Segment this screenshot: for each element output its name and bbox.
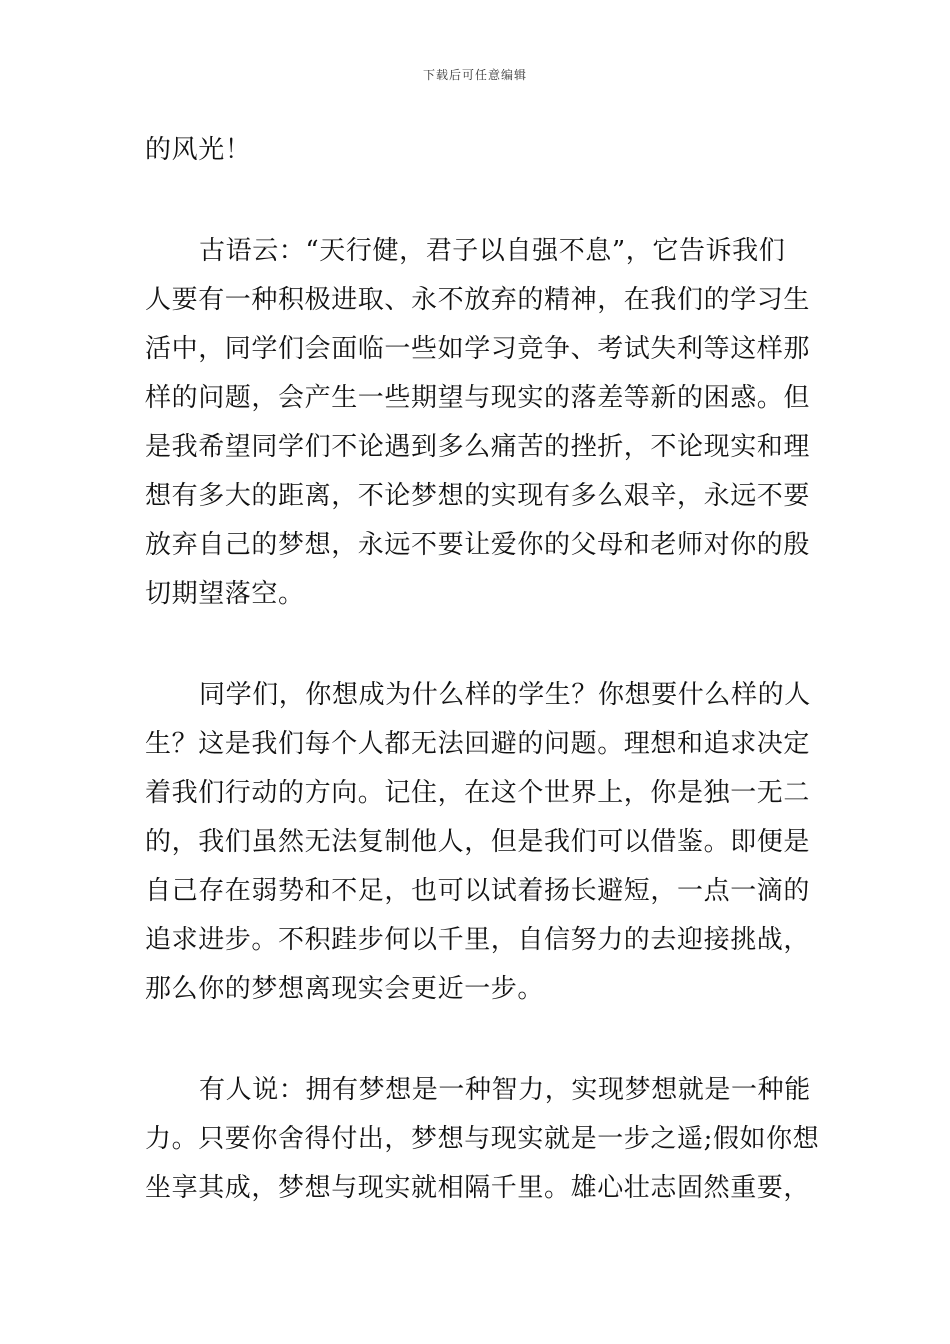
- text-line: 坐享其成，梦想与现实就相隔千里。雄心壮志固然重要，: [145, 1173, 811, 1203]
- text-line: 样的问题，会产生一些期望与现实的落差等新的困惑。但: [145, 383, 811, 413]
- paragraph-gap: [145, 1014, 807, 1066]
- paragraph-perseverance: [145, 227, 811, 619]
- text-line: 力。只要你舍得付出，梦想与现实就是一步之遥;假如你想: [145, 1124, 820, 1154]
- paragraph-continuation: [145, 126, 807, 175]
- text-line: 古语云：“天行健，君子以自强不息”，它告诉我们: [199, 236, 786, 266]
- text-line: 同学们，你想成为什么样的学生？你想要什么样的人: [199, 680, 811, 710]
- text-line: 追求进步。不积跬步何以千里，自信努力的去迎接挑战，: [145, 925, 811, 955]
- text-line: 切期望落空。: [145, 579, 305, 609]
- document-body: [145, 126, 820, 1213]
- text-line: 想有多大的距离，不论梦想的实现有多么艰辛，永远不要: [145, 481, 811, 511]
- text-line: 是我希望同学们不论遇到多么痛苦的挫折，不论现实和理: [145, 432, 811, 462]
- text-line: 生？这是我们每个人都无法回避的问题。理想和追求决定: [145, 729, 811, 759]
- text-line: 自己存在弱势和不足，也可以试着扬长避短，一点一滴的: [145, 876, 811, 906]
- paragraph-dream-ability: [145, 1066, 820, 1213]
- paragraph-what-student: [145, 671, 811, 1014]
- text-line: 的，我们虽然无法复制他人，但是我们可以借鉴。即便是: [145, 827, 811, 857]
- text-line: 放弃自己的梦想，永远不要让爱你的父母和老师对你的殷: [145, 530, 811, 560]
- text-line: 那么你的梦想离现实会更近一步。: [145, 974, 545, 1004]
- text-line: 有人说：拥有梦想是一种智力，实现梦想就是一种能: [199, 1075, 811, 1105]
- text-line: 活中，同学们会面临一些如学习竞争、考试失利等这样那: [145, 334, 811, 364]
- page-header: 下载后可任意编辑: [422, 68, 527, 82]
- paragraph-gap: [145, 175, 807, 227]
- text-line: 人要有一种积极进取、永不放弃的精神，在我们的学习生: [145, 285, 811, 315]
- text-line: 的风光！: [145, 135, 252, 165]
- text-line: 着我们行动的方向。记住，在这个世界上，你是独一无二: [145, 778, 811, 808]
- paragraph-gap: [145, 619, 807, 671]
